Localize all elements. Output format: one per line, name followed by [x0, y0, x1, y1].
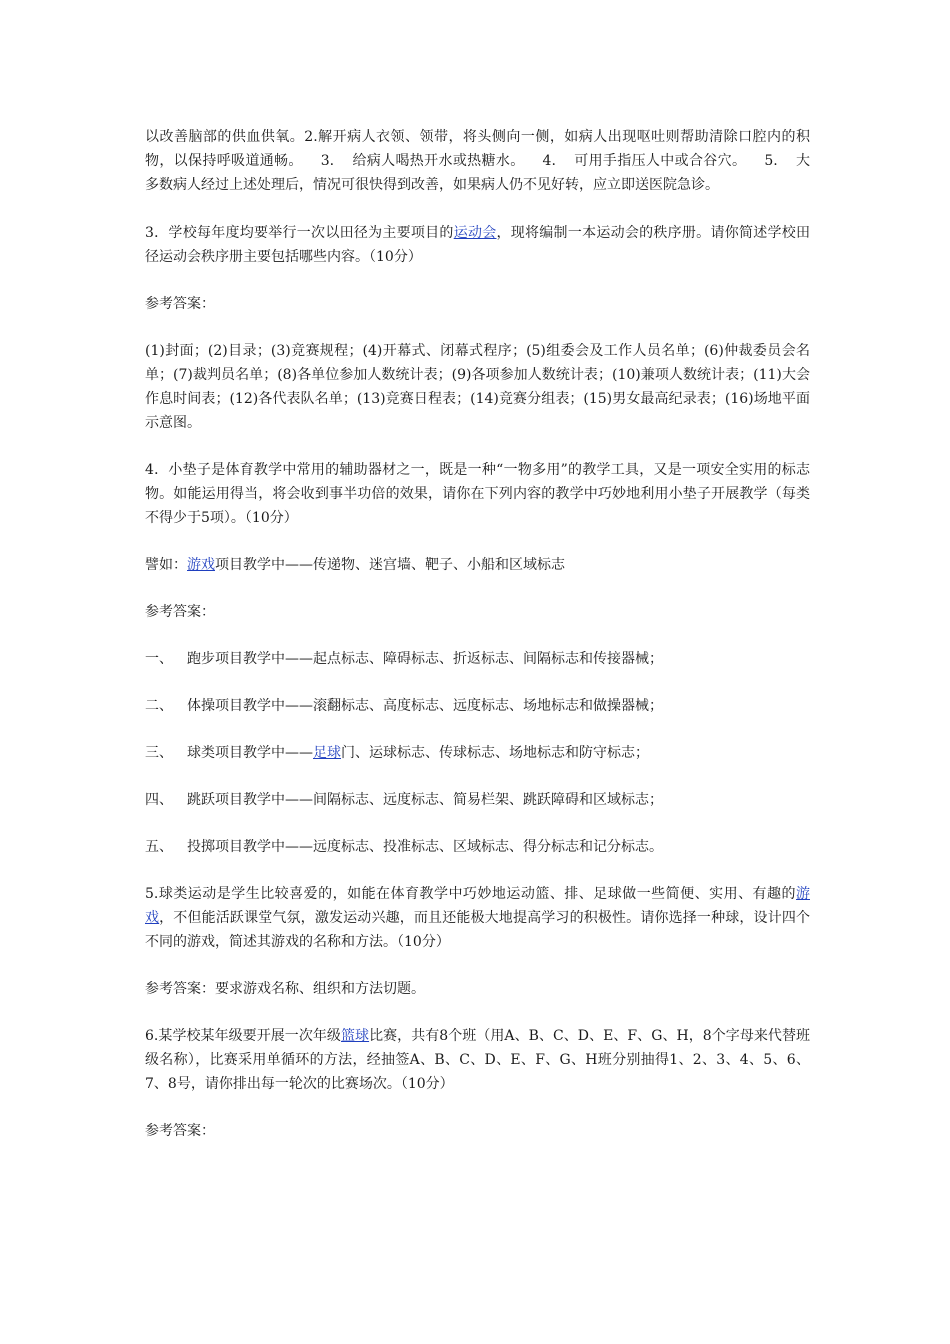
- first-aid-step-5-num: 5.: [764, 153, 778, 169]
- first-aid-step-4-num: 4.: [542, 153, 556, 169]
- item-text: 跑步项目教学中——起点标志、障碍标志、折返标志、间隔标志和传接器械；: [187, 651, 663, 667]
- question-3-text-pre: 3．学校每年度均要举行一次以田径为主要项目的: [145, 225, 454, 241]
- example-label: 譬如：: [145, 557, 187, 573]
- question-4-example: [145, 553, 810, 577]
- answer-4-item-1: [145, 647, 810, 671]
- answer-4-item-2: [145, 694, 810, 718]
- answer-4-item-3: [145, 741, 810, 765]
- item-number: 三、: [145, 745, 173, 761]
- first-aid-continuation: [145, 125, 810, 197]
- question-6-text-post: 比赛，共有8个班（用A、B、C、D、E、F、G、H，8个字母来代替班级名称），比赛采用单循环的方法，经抽签A、B、C、D、E、F、G、H班分别抽得1、2、3、4、5、6、7、8号，请你排出每一轮次的比赛场次。（10分）: [145, 1028, 811, 1092]
- question-5: [145, 882, 810, 954]
- answer-4-item-5: [145, 835, 810, 859]
- first-aid-step-3-num: 3.: [320, 153, 335, 169]
- item-text-post: 门、运球标志、传球标志、场地标志和防守标志；: [341, 745, 649, 761]
- item-number: 五、: [145, 839, 173, 855]
- item-number: 一、: [145, 651, 173, 667]
- link-game-2[interactable]: 游戏: [145, 886, 810, 926]
- first-aid-step-3: 给病人喝热开水或热糖水。: [352, 153, 525, 169]
- example-text: 项目教学中——传递物、迷宫墙、靶子、小船和区域标志: [215, 557, 565, 573]
- reference-answer-label-3: 参考答案：: [145, 296, 215, 312]
- link-basketball[interactable]: 篮球: [340, 1028, 370, 1044]
- reference-answer-label-6: 参考答案：: [145, 1123, 215, 1139]
- item-number: 四、: [145, 792, 173, 808]
- question-5-text-pre: 5.球类运动是学生比较喜爱的，如能在体育教学中巧妙地运动篮、排、足球做一些简便、实用、有趣的: [145, 886, 796, 902]
- item-text: 跳跃项目教学中——间隔标志、远度标志、简易栏架、跳跃障碍和区域标志；: [187, 792, 663, 808]
- first-aid-step-5: 大多数病人经过上述处理后，情况可很快得到改善，如果病人仍不见好转，应立即送医院急诊。: [145, 153, 811, 193]
- answer-3: (1)封面；(2)目录；(3)竞赛规程；(4)开幕式、闭幕式程序；(5)组委会及工作人员名单；(6)仲裁委员会名单；(7)裁判员名单；(8)各单位参加人数统计表；(9)各项参加人数统计表；(10)兼项人数统计表；(11)大会作息时间表；(12)各代表队名单；(13)竞赛日程表；(14)竞赛分组表；(15)男女最高纪录表；(16)场地平面示意图。: [145, 343, 810, 431]
- item-text: 投掷项目教学中——远度标志、投准标志、区域标志、得分标志和记分标志。: [187, 839, 663, 855]
- answer-5: 参考答案：要求游戏名称、组织和方法切题。: [145, 981, 425, 997]
- answer-4-item-4: [145, 788, 810, 812]
- question-6: [145, 1024, 810, 1096]
- question-6-text-pre: 6.某学校某年级要开展一次年级: [145, 1028, 341, 1044]
- first-aid-step-4: 可用手指压人中或合谷穴。: [573, 153, 747, 169]
- item-text-pre: 球类项目教学中——: [187, 745, 313, 761]
- link-football[interactable]: 足球: [313, 745, 341, 761]
- reference-answer-label-4: 参考答案：: [145, 604, 215, 620]
- first-aid-text-1: 以改善脑部的供血供氧。2.解开病人衣领、领带，将头侧向一侧，如病人出现呕吐则帮助清除口腔内的积物，以保持呼吸道通畅。: [145, 129, 810, 169]
- question-5-text-post: ，不但能活跃课堂气氛，激发运动兴趣，而且还能极大地提高学习的积极性。请你选择一种球，设计四个不同的游戏，简述其游戏的名称和方法。（10分）: [145, 910, 811, 950]
- item-number: 二、: [145, 698, 173, 714]
- link-game[interactable]: 游戏: [187, 557, 215, 573]
- question-3-text-post: ，现将编制一本运动会的秩序册。请你简述学校田径运动会秩序册主要包括哪些内容。（10分）: [145, 225, 811, 265]
- link-sports-meet[interactable]: 运动会: [453, 225, 497, 241]
- question-4: 4．小垫子是体育教学中常用的辅助器材之一，既是一种“一物多用”的教学工具，又是一项安全实用的标志物。如能运用得当，将会收到事半功倍的效果，请你在下列内容的教学中巧妙地利用小垫子开展教学（每类不得少于5项）。（10分）: [145, 462, 810, 526]
- question-3: [145, 221, 810, 269]
- item-text: 体操项目教学中——滚翻标志、高度标志、远度标志、场地标志和做操器械；: [187, 698, 663, 714]
